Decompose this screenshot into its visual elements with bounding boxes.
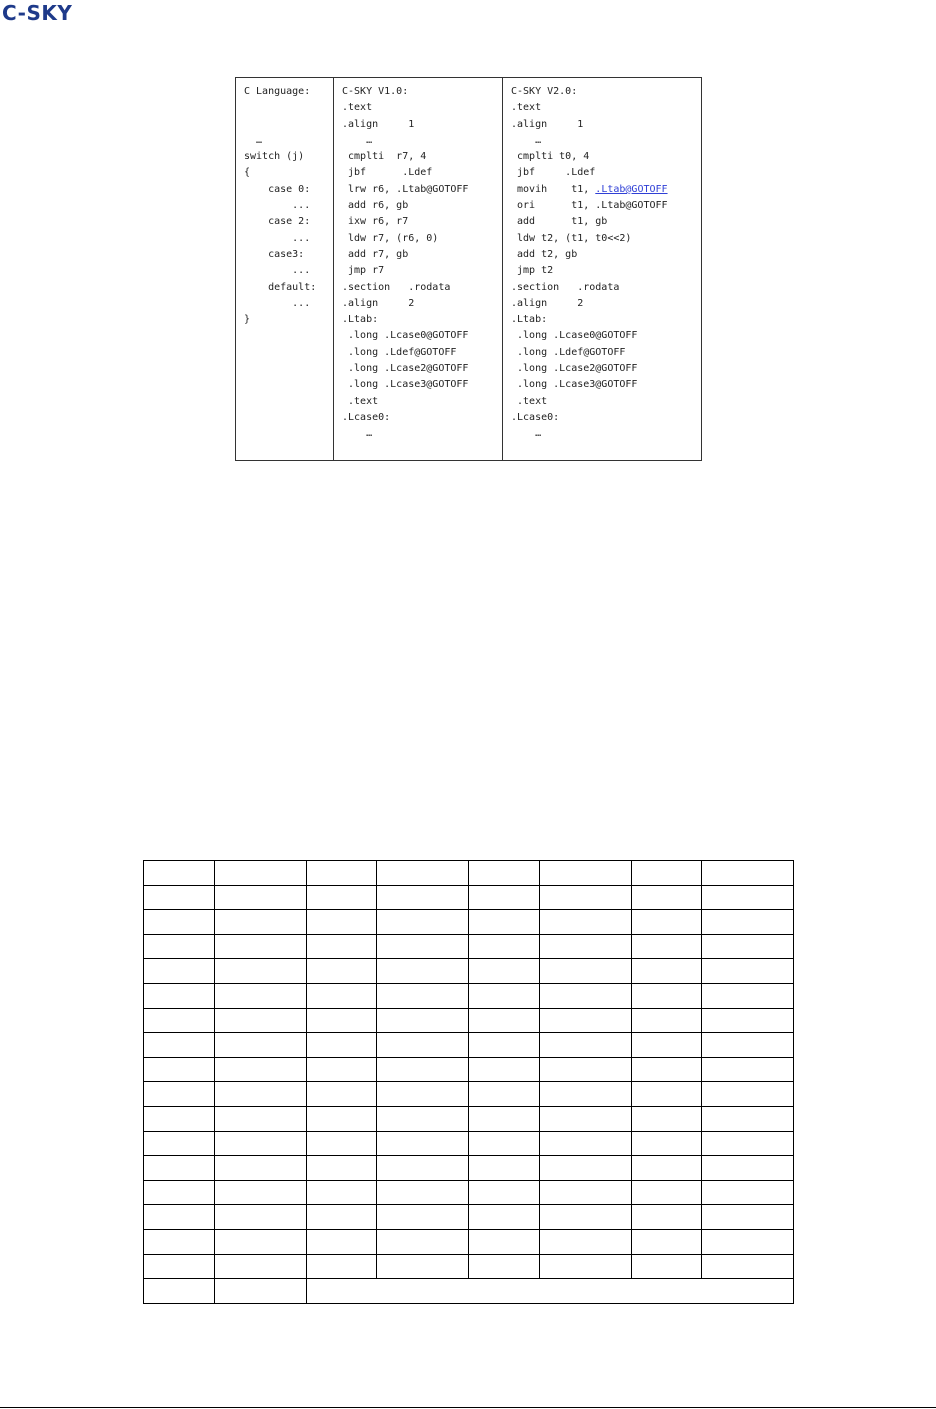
code-line: … (511, 428, 542, 440)
table-cell (215, 1279, 307, 1304)
table-cell (307, 1057, 377, 1082)
table-cell (377, 1106, 469, 1131)
table-cell (702, 885, 794, 910)
table-cell (144, 1205, 215, 1230)
table-cell (702, 1229, 794, 1254)
table-row (144, 1008, 794, 1033)
table-cell (702, 983, 794, 1008)
table-cell (377, 1254, 469, 1279)
code-line: .long .Lcase3@GOTOFF (342, 379, 469, 391)
table-cell (702, 1008, 794, 1033)
table-cell (469, 1229, 540, 1254)
table-cell (144, 861, 215, 886)
table-cell (307, 934, 377, 959)
table-cell (469, 1156, 540, 1181)
code-line: .text (511, 395, 548, 407)
table-cell (540, 959, 632, 984)
table-cell (632, 1033, 702, 1058)
code-line: lrw r6, .Ltab@GOTOFF (342, 183, 469, 195)
table-cell (144, 934, 215, 959)
table-cell (377, 1033, 469, 1058)
code-line: } (244, 314, 251, 326)
table-cell (377, 861, 469, 886)
table-cell (632, 959, 702, 984)
table-cell (307, 1180, 377, 1205)
table-cell (469, 910, 540, 935)
table-cell (702, 861, 794, 886)
code-line: .long .Lcase0@GOTOFF (342, 330, 469, 342)
table-cell (144, 1106, 215, 1131)
table-cell (144, 1279, 215, 1304)
table-cell (377, 1205, 469, 1230)
table-cell (215, 1254, 307, 1279)
code-line: C-SKY V1.0: (342, 86, 409, 97)
table-cell (144, 1082, 215, 1107)
table-cell (469, 1057, 540, 1082)
table-cell (144, 910, 215, 935)
table-cell (540, 1180, 632, 1205)
code-line: C-SKY V2.0: (511, 86, 578, 97)
table-cell (144, 1131, 215, 1156)
table-cell (632, 1131, 702, 1156)
table-cell (307, 1033, 377, 1058)
code-line: .text (511, 102, 542, 114)
table-cell (377, 1057, 469, 1082)
table-cell (702, 1180, 794, 1205)
code-line: jbf .Ldef (342, 167, 433, 179)
table-row (144, 1131, 794, 1156)
code-line: ldw t2, (t1, t0<<2) (511, 232, 632, 244)
table-cell (144, 1033, 215, 1058)
table-cell (144, 1008, 215, 1033)
csky-v1-column (334, 78, 503, 461)
code-line: case 0: (244, 183, 311, 195)
table-cell (702, 1156, 794, 1181)
table-cell (632, 1205, 702, 1230)
table-cell (632, 1057, 702, 1082)
table-row (144, 1254, 794, 1279)
table-cell (377, 885, 469, 910)
code-line: ldw r7, (r6, 0) (342, 232, 439, 244)
table-cell (632, 1106, 702, 1131)
table-cell (144, 1229, 215, 1254)
table-row (144, 1033, 794, 1058)
table-cell (632, 1156, 702, 1181)
table-cell (632, 1180, 702, 1205)
code-line: jmp t2 (511, 265, 554, 277)
code-line: .section .rodata (342, 281, 451, 293)
table-cell (215, 1156, 307, 1181)
table-cell (469, 1082, 540, 1107)
table-cell (144, 1057, 215, 1082)
code-line: .Ltab: (511, 314, 548, 326)
table-cell (469, 1205, 540, 1230)
table-cell (469, 885, 540, 910)
table-cell (632, 1008, 702, 1033)
table-row (144, 1057, 794, 1082)
table-cell (540, 1082, 632, 1107)
code-line: .align 2 (342, 297, 415, 309)
code-line: ... (244, 265, 311, 277)
table-cell (144, 1254, 215, 1279)
table-cell (307, 861, 377, 886)
code-line: .long .Lcase2@GOTOFF (342, 363, 469, 375)
table-cell (540, 1131, 632, 1156)
code-line: .align 1 (342, 118, 415, 130)
table-cell (307, 1205, 377, 1230)
code-line: .align 2 (511, 297, 584, 309)
code-line: ori t1, .Ltab@GOTOFF (511, 200, 668, 212)
table-cell (469, 959, 540, 984)
table-row (144, 861, 794, 886)
table-cell (307, 1229, 377, 1254)
table-cell (307, 1008, 377, 1033)
code-line: ... (244, 297, 311, 309)
table-cell (307, 1279, 794, 1304)
table-cell (215, 1229, 307, 1254)
table-cell (702, 934, 794, 959)
table-cell (469, 1131, 540, 1156)
table-cell (215, 1131, 307, 1156)
table-cell (540, 1254, 632, 1279)
code-line: .Lcase0: (511, 411, 560, 423)
code-line: jbf .Ldef (511, 167, 596, 179)
table-cell (702, 1205, 794, 1230)
table-cell (540, 1106, 632, 1131)
code-line: default: (244, 281, 317, 293)
table-row (144, 910, 794, 935)
table-cell (215, 1205, 307, 1230)
table-cell (307, 1106, 377, 1131)
code-line: add r7, gb (342, 248, 409, 260)
table-cell (215, 1057, 307, 1082)
table-cell (469, 861, 540, 886)
table-cell (702, 1131, 794, 1156)
table-cell (469, 983, 540, 1008)
table-cell (144, 1180, 215, 1205)
table-cell (702, 1254, 794, 1279)
table-cell (377, 910, 469, 935)
code-line: .long .Lcase0@GOTOFF (511, 330, 638, 342)
table-cell (307, 1156, 377, 1181)
table-row (144, 983, 794, 1008)
table-cell (632, 861, 702, 886)
table-cell (307, 959, 377, 984)
code-line: … (342, 134, 373, 146)
table-cell (540, 1205, 632, 1230)
table-cell (540, 1033, 632, 1058)
code-line (244, 100, 333, 116)
table-cell (469, 1033, 540, 1058)
code-line: .long .Ldef@GOTOFF (511, 346, 626, 358)
code-text: movih t1, (511, 183, 596, 195)
table-cell (215, 1033, 307, 1058)
csky-v2-column (503, 78, 702, 461)
code-line: .Lcase0: (342, 411, 391, 423)
table-row (144, 959, 794, 984)
code-line-movih (511, 182, 701, 198)
code-line: ixw r6, r7 (342, 216, 409, 228)
table-row (144, 1279, 794, 1304)
table-cell (377, 934, 469, 959)
table-cell (540, 1057, 632, 1082)
table-cell (377, 1180, 469, 1205)
table-cell (215, 959, 307, 984)
table-cell (307, 885, 377, 910)
table-cell (632, 1229, 702, 1254)
code-line: .long .Ldef@GOTOFF (342, 346, 457, 358)
table-cell (702, 1033, 794, 1058)
code-line: .section .rodata (511, 281, 620, 293)
table-cell (377, 1082, 469, 1107)
code-line: … (342, 428, 373, 440)
code-line: add t1, gb (511, 216, 608, 228)
table-cell (702, 1057, 794, 1082)
code-line (244, 117, 333, 133)
code-line: … (511, 134, 542, 146)
table-cell (702, 1082, 794, 1107)
code-line: add t2, gb (511, 248, 578, 260)
table-cell (377, 1156, 469, 1181)
footer-divider (0, 1407, 936, 1408)
table-cell (377, 1131, 469, 1156)
table-cell (540, 910, 632, 935)
table-cell (215, 885, 307, 910)
table-cell (144, 1156, 215, 1181)
table-cell (377, 983, 469, 1008)
code-line: .Ltab: (342, 314, 379, 326)
table-cell (702, 959, 794, 984)
table-cell (307, 1254, 377, 1279)
code-line: case 2: (244, 216, 311, 228)
code-line: cmplti t0, 4 (511, 151, 590, 163)
table-cell (540, 1156, 632, 1181)
code-line: .text (342, 395, 379, 407)
table-cell (215, 1180, 307, 1205)
table-cell (215, 983, 307, 1008)
table-cell (215, 861, 307, 886)
code-line: add r6, gb (342, 200, 409, 212)
table-cell (469, 934, 540, 959)
table-cell (377, 959, 469, 984)
logo-text: C-SKY (2, 1, 73, 25)
table-cell (469, 1008, 540, 1033)
table-cell (469, 1254, 540, 1279)
code-line: switch (j) (244, 151, 305, 163)
code-line: … (244, 134, 263, 146)
table-cell (632, 910, 702, 935)
table-cell (540, 885, 632, 910)
code-line: C Language: (244, 86, 311, 97)
table-cell (702, 1106, 794, 1131)
code-line: ... (244, 232, 311, 244)
code-line: case3: (244, 248, 305, 260)
table-cell (215, 1008, 307, 1033)
table-cell (540, 934, 632, 959)
table-cell (632, 885, 702, 910)
table-cell (215, 910, 307, 935)
code-line: .long .Lcase3@GOTOFF (511, 379, 638, 391)
code-line: .align 1 (511, 118, 584, 130)
code-line: .text (342, 102, 373, 114)
table-row (144, 1156, 794, 1181)
table-row (144, 885, 794, 910)
table-cell (377, 1008, 469, 1033)
table-cell (540, 861, 632, 886)
table-cell (215, 1106, 307, 1131)
table-row (144, 1106, 794, 1131)
table-row (144, 1205, 794, 1230)
table-cell (377, 1229, 469, 1254)
table-cell (540, 1229, 632, 1254)
table-cell (469, 1106, 540, 1131)
table-cell (307, 983, 377, 1008)
table-cell (632, 1254, 702, 1279)
table-cell (632, 983, 702, 1008)
table-cell (215, 1082, 307, 1107)
table-cell (632, 934, 702, 959)
table-cell (144, 885, 215, 910)
code-line: { (244, 167, 251, 179)
table-cell (307, 1082, 377, 1107)
table-cell (144, 959, 215, 984)
code-line: jmp r7 (342, 265, 385, 277)
empty-grid-table (143, 860, 794, 1304)
table-cell (215, 934, 307, 959)
table-cell (632, 1082, 702, 1107)
code-line: .long .Lcase2@GOTOFF (511, 363, 638, 375)
table-row (144, 1082, 794, 1107)
c-language-column (236, 78, 334, 461)
table-row (144, 1180, 794, 1205)
code-comparison-table (235, 77, 702, 461)
table-row (144, 1229, 794, 1254)
ltab-gotoff-link[interactable]: .Ltab@GOTOFF (595, 183, 668, 195)
table-cell (469, 1180, 540, 1205)
code-line: cmplti r7, 4 (342, 151, 427, 163)
logo (2, 2, 72, 24)
table-row (144, 934, 794, 959)
table-cell (702, 910, 794, 935)
table-cell (307, 1131, 377, 1156)
table-cell (307, 910, 377, 935)
table-cell (540, 1008, 632, 1033)
table-cell (144, 983, 215, 1008)
table-cell (540, 983, 632, 1008)
code-line: ... (244, 200, 311, 212)
